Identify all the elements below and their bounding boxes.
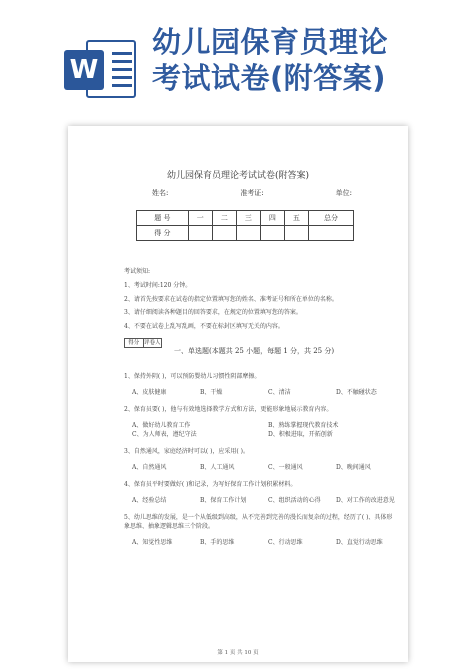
score-table-row xyxy=(137,226,354,241)
question-stem: 1、保持外阴( )，可以预防婴幼儿习惯性阴部摩擦。 xyxy=(124,373,261,380)
question-item xyxy=(124,405,396,439)
option-label: D、直觉行动思维 xyxy=(336,539,383,546)
option-label: A、知觉性思维 xyxy=(132,539,173,546)
banner xyxy=(0,0,474,112)
option-label: A、皮肤健康 xyxy=(132,389,167,396)
score-header-cell: 四 xyxy=(260,211,284,226)
option-label: D、积极进取，开拓创新 xyxy=(268,431,333,438)
unit-label: 单位: xyxy=(335,189,352,197)
question-options xyxy=(124,538,396,547)
option-label: A、做好幼儿教育工作 xyxy=(132,422,191,429)
score-cell xyxy=(284,226,308,241)
score-cell xyxy=(236,226,260,241)
score-row-label: 得 分 xyxy=(137,226,189,241)
question-item xyxy=(124,447,396,472)
question-options xyxy=(124,496,396,505)
note-item: 2、请首先按要求在试卷的指定位置填写您的姓名、准考证号和所在单位的名称。 xyxy=(124,295,338,303)
question-stem: 4、保育员平时要做好( )和记录，为写好保育工作计划积累材料。 xyxy=(124,481,297,488)
option-label: D、不触碰状态 xyxy=(336,389,377,396)
note-item: 4、不要在试卷上乱写乱画，不要在标封区填写无关的内容。 xyxy=(124,322,284,330)
question-options xyxy=(124,388,396,397)
option-label: D、对工作的改进意见 xyxy=(336,497,395,504)
question-options xyxy=(124,421,396,439)
option-label: D、晚间通风 xyxy=(336,464,371,471)
option-label: C、为人师表，遵纪守法 xyxy=(132,431,197,438)
question-stem: 2、保育员要( )，他与有效地选择教学方式和方法，更能形象地展示教育内容。 xyxy=(124,406,333,413)
option-label: B、熟练掌握现代教育技术 xyxy=(268,422,339,429)
banner-title xyxy=(152,24,468,96)
banner-title-line2: 考试试卷(附答案) xyxy=(152,61,387,95)
question-item xyxy=(124,372,396,397)
word-icon xyxy=(64,36,138,100)
score-header-cell: 题 号 xyxy=(137,211,189,226)
score-cell xyxy=(212,226,236,241)
note-item: 3、请仔细阅读各种题目的回答要求，在规定的位置填写您的答案。 xyxy=(124,309,302,316)
option-label: C、行动思维 xyxy=(268,539,303,546)
question-item xyxy=(124,480,396,505)
question-stem: 3、自然通风，家庭经济时可以( )，应采用( )。 xyxy=(124,448,249,455)
document-title: 幼儿园保育员理论考试试卷(附答案) xyxy=(166,171,310,181)
score-header-cell: 总分 xyxy=(308,211,353,226)
option-label: B、干燥 xyxy=(200,389,223,396)
grader-reviewer-label: 评卷人 xyxy=(143,340,161,346)
option-label: C、组织活动的心得 xyxy=(268,497,321,504)
grader-score-label: 得分 xyxy=(128,340,140,346)
option-label: C、一般通风 xyxy=(268,464,303,471)
questions-list xyxy=(124,372,396,555)
score-table-header xyxy=(137,211,354,226)
option-label: A、自然通风 xyxy=(132,464,167,471)
section-title: 一、单选题(本题共 25 小题，每题 1 分，共 25 分) xyxy=(174,347,335,355)
name-label: 姓名: xyxy=(152,189,169,197)
score-header-cell: 三 xyxy=(236,211,260,226)
exam-number-label: 准考证: xyxy=(240,189,264,197)
score-table xyxy=(136,210,354,241)
score-header-cell: 五 xyxy=(284,211,308,226)
grader-box xyxy=(124,338,162,348)
word-icon-letter: W xyxy=(64,50,104,90)
question-item xyxy=(124,513,396,547)
question-options xyxy=(124,463,396,472)
option-label: B、人工通风 xyxy=(200,464,235,471)
option-label: B、保育工作计划 xyxy=(200,497,247,504)
option-label: B、手的思维 xyxy=(200,539,235,546)
option-label: C、清洁 xyxy=(268,389,291,396)
score-header-cell: 二 xyxy=(212,211,236,226)
notes-list xyxy=(124,281,394,335)
page-footer: 第 1 页 共 10 页 xyxy=(217,650,259,656)
note-item: 1、考试时间:120 分钟。 xyxy=(124,282,192,289)
banner-title-line1: 幼儿园保育员理论 xyxy=(152,25,389,59)
score-cell xyxy=(308,226,353,241)
document-page xyxy=(68,126,408,662)
candidate-info xyxy=(152,188,352,198)
option-label: A、经验总结 xyxy=(132,497,167,504)
score-cell xyxy=(188,226,212,241)
score-cell xyxy=(260,226,284,241)
score-header-cell: 一 xyxy=(188,211,212,226)
notes-heading: 考试须知: xyxy=(124,268,151,275)
question-stem: 5、幼儿思维的发展，是一个从低级到高级，从不完善到完善的漫长而复杂的过程，经历了( )、具体形象思维、抽象逻辑思维三个阶段。 xyxy=(124,514,393,530)
